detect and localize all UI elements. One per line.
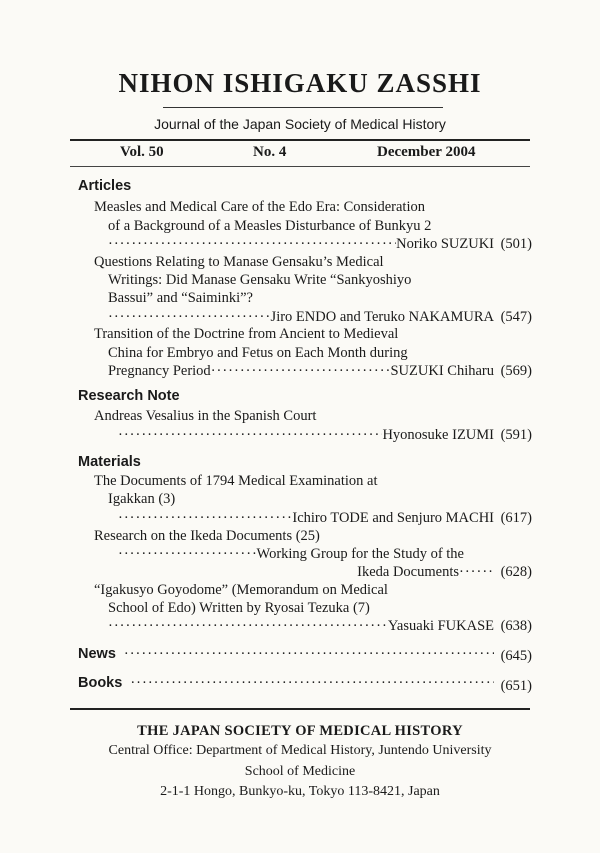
entry-title-line: Measles and Medical Care of the Edo Era: Consideration <box>94 199 425 215</box>
address-line: 2-1-1 Hongo, Bunkyo-ku, Tokyo 113-8421, Japan <box>160 784 440 799</box>
entry-leader <box>118 509 494 527</box>
entry-author: Hyonosuke IZUMI <box>382 427 494 443</box>
entry-title-line: China for Embryo and Fetus on Each Month during <box>108 345 408 361</box>
entry-leader <box>118 545 464 563</box>
entry-author: Ichiro TODE and Senjuro MACHI <box>292 510 494 526</box>
entry-page: (645) <box>500 648 532 664</box>
leader-dots <box>108 308 271 326</box>
entry-title-line: Research on the Ikeda Documents (25) <box>94 528 320 544</box>
entry-author: Working Group for the Study of the <box>256 546 464 562</box>
entry-page: (617) <box>500 510 532 526</box>
entry-page: (569) <box>500 363 532 379</box>
entry-author: Yasuaki FUKASE <box>387 618 494 634</box>
entry-leader <box>108 308 494 326</box>
entry-title-line: The Documents of 1794 Medical Examination at <box>94 473 378 489</box>
entry-page: (651) <box>500 678 532 694</box>
leader-dots: ······ <box>459 564 494 580</box>
issue-info <box>70 144 530 164</box>
section-research-note: Research Note <box>78 388 180 404</box>
entry-title-line: Bassui” and “Saiminki”? <box>108 290 253 306</box>
entry-page: (628) <box>500 564 532 580</box>
leader-dots <box>108 617 388 635</box>
office-line: Central Office: Department of Medical History, Juntendo University <box>108 743 492 758</box>
entry-title-line: Igakkan (3) <box>108 491 176 507</box>
section-books: Books <box>78 675 123 691</box>
leader-dots <box>118 545 257 563</box>
entry-title-line: of a Background of a Measles Disturbance of Bunkyu 2 <box>108 218 432 234</box>
entry-page: (501) <box>500 236 532 252</box>
entry-leader <box>108 617 494 635</box>
entry-author-cont <box>330 563 494 581</box>
title-divider <box>163 107 443 108</box>
entry-author: Ikeda Documents <box>357 564 460 580</box>
entry-title-line: Writings: Did Manase Gensaku Write “Sankyoshiyo <box>108 272 412 288</box>
section-news: News <box>78 646 116 662</box>
entry-author: SUZUKI Chiharu <box>390 363 494 379</box>
leader-dots <box>118 509 292 527</box>
entry-title-line: “Igakusyo Goyodome” (Memorandum on Medical <box>94 582 388 598</box>
office-line: School of Medicine <box>244 764 356 779</box>
leader-dots <box>211 362 391 380</box>
journal-subtitle: Journal of the Japan Society of Medical History <box>154 116 446 132</box>
entry-title-line: Pregnancy Period <box>108 363 211 379</box>
volume-label: Vol. 50 <box>120 144 164 160</box>
number-label: No. 4 <box>253 144 287 160</box>
leader-dots <box>124 645 494 663</box>
issue-bottom-rule <box>70 166 530 167</box>
entry-title-line: Transition of the Doctrine from Ancient to Medieval <box>94 326 399 342</box>
entry-title-line: Questions Relating to Manase Gensaku’s Medical <box>94 254 384 270</box>
entry-leader <box>108 362 494 380</box>
footer-rule <box>70 708 530 710</box>
leader-dots <box>108 235 396 253</box>
date-label: December 2004 <box>377 144 476 160</box>
section-articles: Articles <box>78 178 132 194</box>
society-name: THE JAPAN SOCIETY OF MEDICAL HISTORY <box>137 723 463 739</box>
entry-author: Jiro ENDO and Teruko NAKAMURA <box>270 309 494 325</box>
entry-page: (638) <box>500 618 532 634</box>
journal-title: NIHON ISHIGAKU ZASSHI <box>118 68 482 98</box>
section-materials: Materials <box>78 454 141 470</box>
entry-title-line: School of Edo) Written by Ryosai Tezuka (7) <box>108 600 370 616</box>
entry-title-line: Andreas Vesalius in the Spanish Court <box>94 408 317 424</box>
entry-leader <box>118 426 494 444</box>
entry-page: (591) <box>500 427 532 443</box>
leader-dots <box>118 426 382 444</box>
leader-dots <box>130 674 494 692</box>
entry-page: (547) <box>500 309 532 325</box>
issue-top-rule <box>70 139 530 141</box>
entry-leader <box>78 674 494 692</box>
entry-leader <box>108 235 494 253</box>
entry-author: Noriko SUZUKI <box>396 236 494 252</box>
entry-leader <box>78 645 494 663</box>
